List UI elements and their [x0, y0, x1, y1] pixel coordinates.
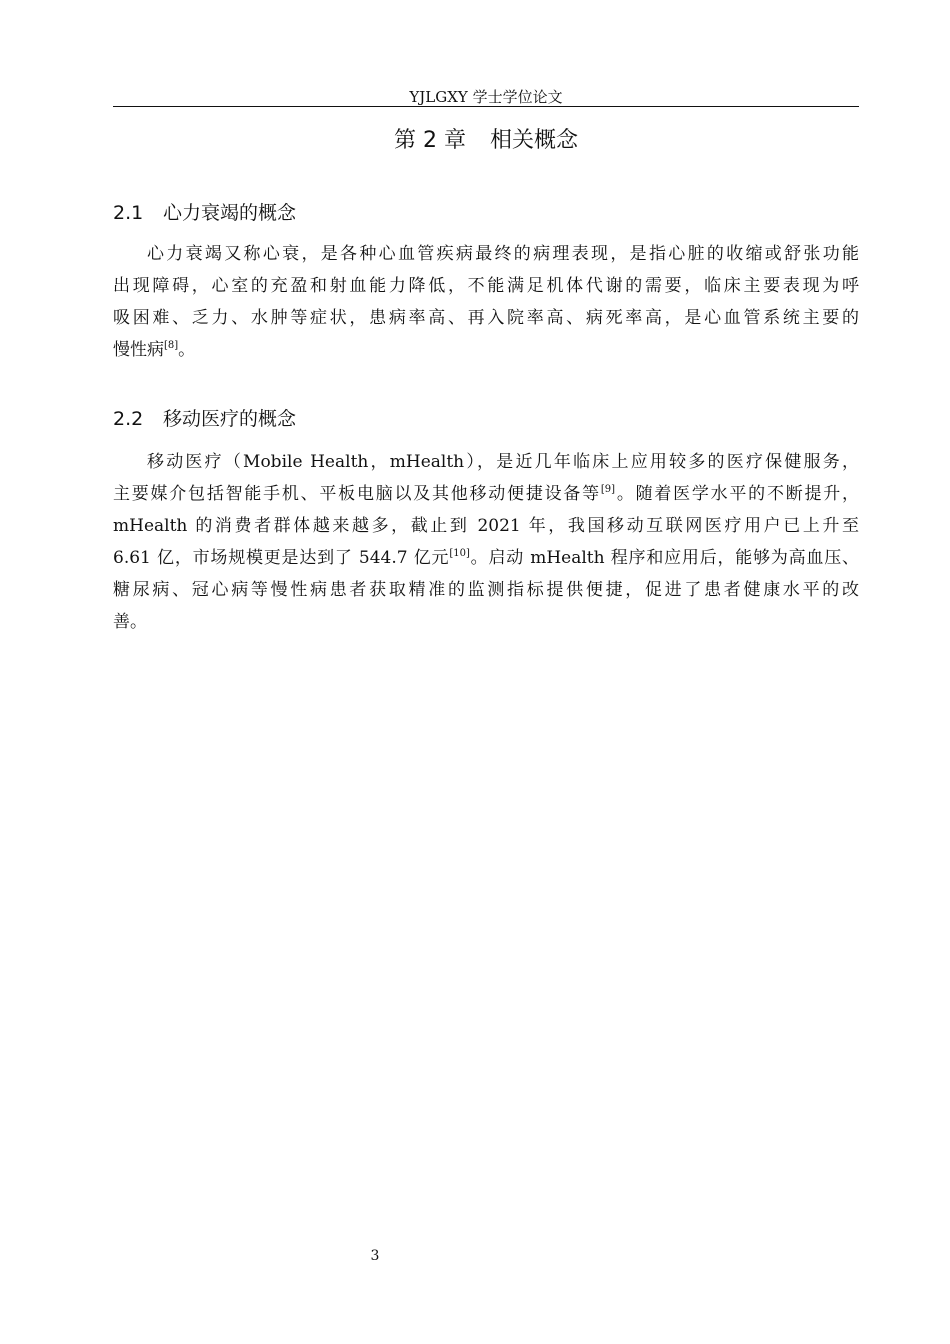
text-fragment: 慢性病	[113, 340, 164, 360]
text-line: 心力衰竭又称心衰，是各种心血管疾病最终的病理表现，是指心脏的收缩或舒张功能	[147, 244, 859, 264]
text-line	[113, 542, 859, 574]
text-line: 吸困难、乏力、水肿等症状，患病率高、再入院率高、病死率高，是心血管系统主要的	[113, 308, 859, 328]
text-line: 糖尿病、冠心病等慢性病患者获取精准的监测指标提供便捷，促进了患者健康水平的改	[113, 580, 859, 600]
chapter-number: 第 2 章	[394, 128, 466, 153]
page-number: 3	[370, 1248, 380, 1264]
section-title: 移动医疗的概念	[163, 408, 297, 430]
text-line: mHealth 的消费者群体越来越多，截止到 2021 年，我国移动互联网医疗用户已上升至	[113, 516, 859, 536]
text-fragment: 。随着医学水平的不断提升，	[615, 484, 860, 504]
text-line: 移动医疗（Mobile Health，mHealth），是近几年临床上应用较多的医疗保健服务，	[147, 452, 859, 472]
section-title: 心力衰竭的概念	[163, 202, 297, 224]
paragraph-heart-failure	[113, 238, 859, 366]
text-fragment: 。启动 mHealth 程序和应用后，能够为高血压、	[469, 548, 860, 568]
section-number: 2.1	[113, 202, 144, 224]
citation-ref[interactable]: [10]	[449, 548, 470, 559]
text-fragment: 6.61 亿，市场规模更是达到了 544.7 亿元	[113, 548, 450, 568]
text-line: 出现障碍，心室的充盈和射血能力降低，不能满足机体代谢的需要，临床主要表现为呼	[113, 276, 859, 296]
text-line	[113, 478, 859, 510]
chapter-name: 相关概念	[489, 128, 578, 153]
paragraph-mhealth	[113, 446, 859, 638]
text-fragment: 主要媒介包括智能手机、平板电脑以及其他移动便捷设备等	[113, 484, 601, 504]
running-header: YJLGXY 学士学位论文	[409, 88, 563, 106]
citation-ref[interactable]: [8]	[164, 340, 179, 351]
section-heading-2-2	[113, 406, 296, 432]
text-fragment: 。	[178, 340, 196, 360]
section-number: 2.2	[113, 408, 144, 430]
text-line	[113, 334, 859, 366]
text-line: 善。	[113, 612, 147, 632]
header-rule	[113, 106, 859, 107]
citation-ref[interactable]: [9]	[600, 484, 616, 495]
chapter-title	[113, 126, 859, 156]
section-heading-2-1	[113, 200, 296, 226]
